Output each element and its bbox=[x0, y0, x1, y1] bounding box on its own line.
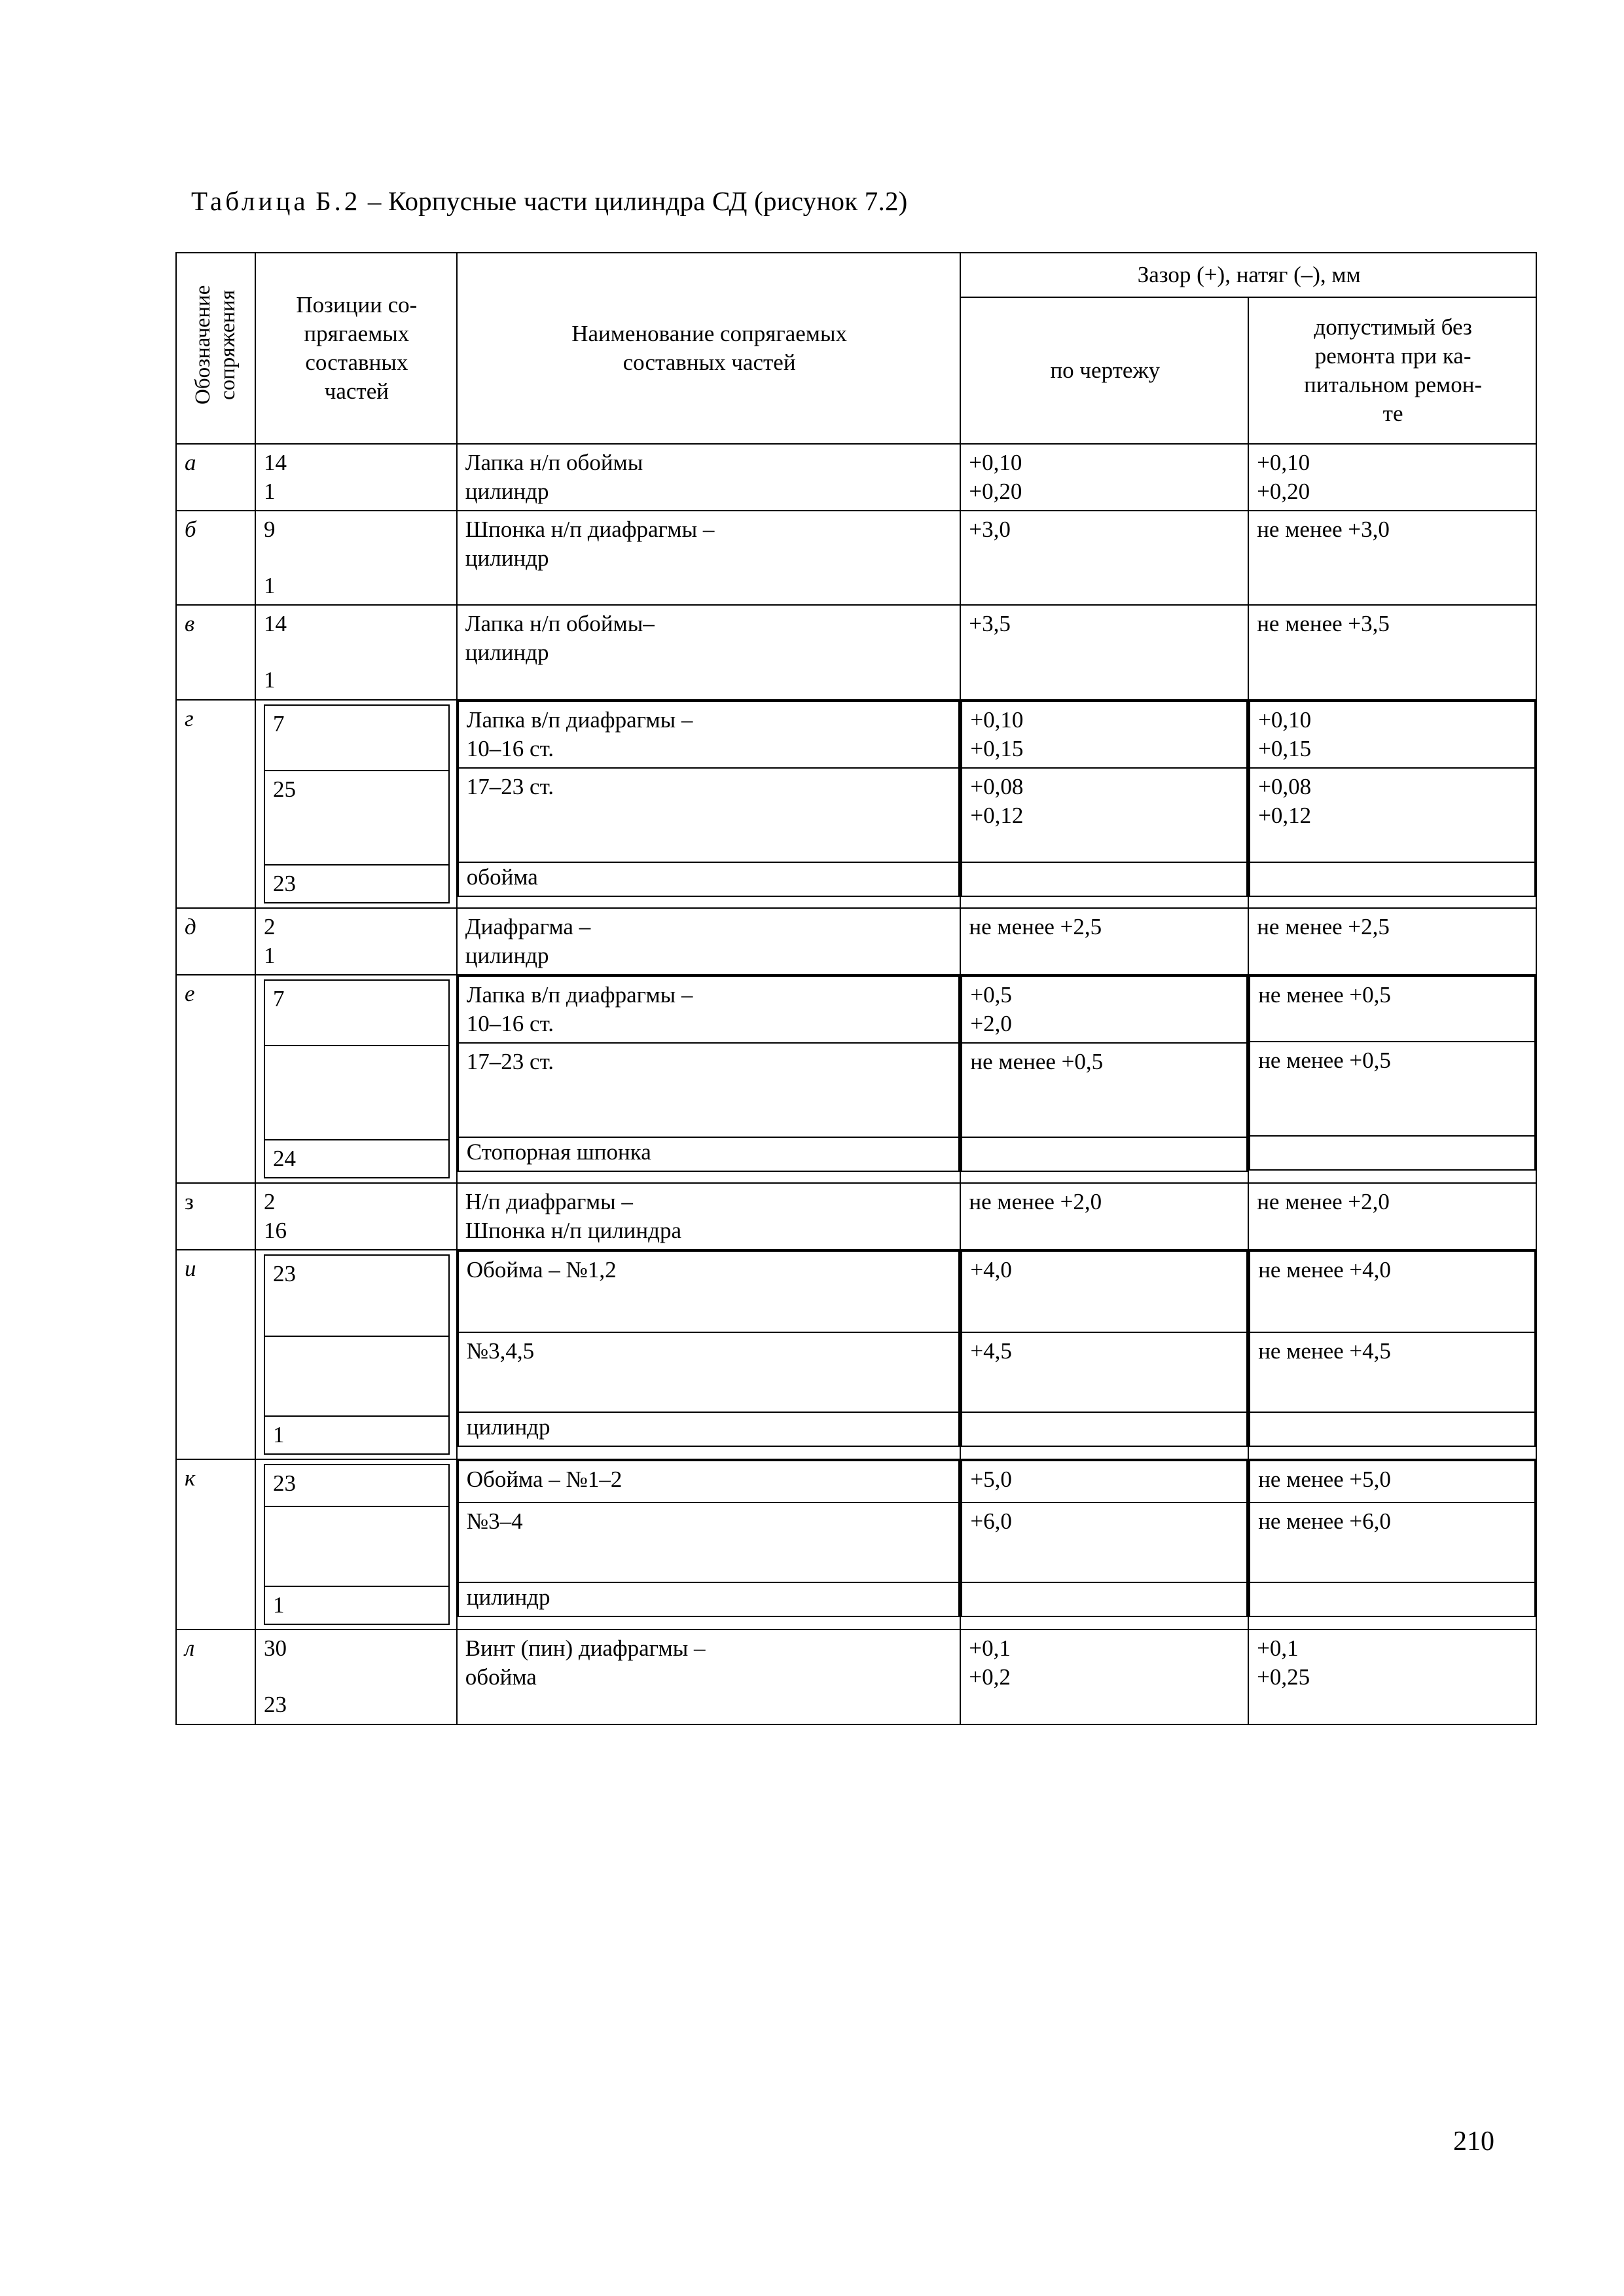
cell-by-drawing: не менее +2,5 bbox=[960, 908, 1248, 975]
cell-designation: б bbox=[176, 511, 255, 605]
cell-designation: в bbox=[176, 605, 255, 699]
cell-positions: 14 1 bbox=[255, 444, 457, 511]
header-designation-line1: Обозначение bbox=[190, 285, 215, 405]
cell-name: Обойма – №1–2 №3–4 цилиндр bbox=[457, 1459, 961, 1630]
table-header-row-1 bbox=[176, 253, 1536, 297]
caption-prefix: Таблица bbox=[191, 186, 309, 216]
cell-name: Шпонка н/п диафрагмы – цилиндр bbox=[457, 511, 961, 605]
cell-positions: 23 1 bbox=[255, 1250, 457, 1459]
cell-allowable: +0,10 +0,20 bbox=[1248, 444, 1536, 511]
cell-designation: к bbox=[176, 1459, 255, 1630]
cell-by-drawing: не менее +2,0 bbox=[960, 1183, 1248, 1250]
cell-by-drawing: +0,10 +0,20 bbox=[960, 444, 1248, 511]
cell-allowable: не менее +2,0 bbox=[1248, 1183, 1536, 1250]
cell-name: Винт (пин) диафрагмы – обойма bbox=[457, 1630, 961, 1724]
cell-designation: и bbox=[176, 1250, 255, 1459]
cell-allowable: +0,10 +0,15 +0,08 +0,12 bbox=[1248, 700, 1536, 908]
caption-dash: – bbox=[367, 186, 382, 216]
cell-name: Н/п диафрагмы – Шпонка н/п цилиндра bbox=[457, 1183, 961, 1250]
caption-text: Корпусные части цилиндра СД (рисунок 7.2) bbox=[388, 186, 908, 216]
cell-name: Лапка в/п диафрагмы – 10–16 ст. 17–23 ст. обойма bbox=[457, 700, 961, 908]
header-designation bbox=[176, 253, 255, 444]
table-row bbox=[176, 1250, 1536, 1459]
cell-positions: 30 23 bbox=[255, 1630, 457, 1724]
header-positions-l4: частей bbox=[324, 378, 389, 405]
caption-number: Б.2 bbox=[316, 186, 361, 216]
cell-allowable: не менее +3,0 bbox=[1248, 511, 1536, 605]
header-allowable-l1: допустимый без bbox=[1314, 314, 1472, 340]
header-allowable-l2: ремонта при ка- bbox=[1314, 343, 1471, 369]
cell-positions: 2 1 bbox=[255, 908, 457, 975]
cell-by-drawing: +4,0 +4,5 bbox=[960, 1250, 1248, 1459]
cell-name: Обойма – №1,2 №3,4,5 цилиндр bbox=[457, 1250, 961, 1459]
cell-name: Диафрагма – цилиндр bbox=[457, 908, 961, 975]
cell-positions: 7 25 23 bbox=[255, 700, 457, 908]
header-positions-l2: прягаемых bbox=[304, 320, 410, 346]
header-positions bbox=[255, 253, 457, 444]
header-designation-line2: сопряжения bbox=[215, 290, 240, 400]
table-row bbox=[176, 444, 1536, 511]
cell-by-drawing: +3,0 bbox=[960, 511, 1248, 605]
cell-allowable: не менее +0,5 не менее +0,5 bbox=[1248, 975, 1536, 1183]
header-by-drawing: по чертежу bbox=[960, 297, 1248, 444]
cell-positions: 7 24 bbox=[255, 975, 457, 1183]
cell-positions: 9 1 bbox=[255, 511, 457, 605]
header-allowable bbox=[1248, 297, 1536, 444]
cell-by-drawing: +0,1 +0,2 bbox=[960, 1630, 1248, 1724]
header-allowable-l4: те bbox=[1382, 401, 1403, 427]
cell-allowable: не менее +5,0 не менее +6,0 bbox=[1248, 1459, 1536, 1630]
parts-clearance-table bbox=[175, 252, 1537, 1725]
cell-by-drawing: +5,0 +6,0 bbox=[960, 1459, 1248, 1630]
header-gap-group: Зазор (+), натяг (–), мм bbox=[960, 253, 1536, 297]
cell-by-drawing: +0,5 +2,0 не менее +0,5 bbox=[960, 975, 1248, 1183]
cell-designation: л bbox=[176, 1630, 255, 1724]
cell-by-drawing: +3,5 bbox=[960, 605, 1248, 699]
cell-allowable: не менее +4,0 не менее +4,5 bbox=[1248, 1250, 1536, 1459]
cell-positions: 14 1 bbox=[255, 605, 457, 699]
cell-designation: з bbox=[176, 1183, 255, 1250]
table-row bbox=[176, 1630, 1536, 1724]
header-name-l1: Наименование сопрягаемых bbox=[571, 320, 847, 346]
cell-name: Лапка н/п обоймы– цилиндр bbox=[457, 605, 961, 699]
header-name bbox=[457, 253, 961, 444]
cell-name: Лапка н/п обоймы цилиндр bbox=[457, 444, 961, 511]
header-name-l2: составных частей bbox=[623, 350, 796, 375]
cell-name: Лапка в/п диафрагмы – 10–16 ст. 17–23 ст. Стопорная шпонка bbox=[457, 975, 961, 1183]
table-row bbox=[176, 1183, 1536, 1250]
table-row bbox=[176, 975, 1536, 1183]
header-positions-l3: составных bbox=[305, 350, 408, 375]
table-caption bbox=[191, 185, 908, 217]
cell-allowable: +0,1 +0,25 bbox=[1248, 1630, 1536, 1724]
table-row bbox=[176, 605, 1536, 699]
cell-designation: е bbox=[176, 975, 255, 1183]
cell-designation: а bbox=[176, 444, 255, 511]
cell-positions: 23 1 bbox=[255, 1459, 457, 1630]
table-row bbox=[176, 700, 1536, 908]
cell-designation: г bbox=[176, 700, 255, 908]
cell-positions: 2 16 bbox=[255, 1183, 457, 1250]
table-row bbox=[176, 908, 1536, 975]
header-positions-l1: Позиции со- bbox=[296, 291, 418, 318]
cell-allowable: не менее +3,5 bbox=[1248, 605, 1536, 699]
cell-designation: д bbox=[176, 908, 255, 975]
table-row bbox=[176, 511, 1536, 605]
header-allowable-l3: питальном ремон- bbox=[1304, 372, 1483, 398]
table-row bbox=[176, 1459, 1536, 1630]
page-number: 210 bbox=[1453, 2126, 1494, 2157]
cell-allowable: не менее +2,5 bbox=[1248, 908, 1536, 975]
cell-by-drawing: +0,10 +0,15 +0,08 +0,12 bbox=[960, 700, 1248, 908]
